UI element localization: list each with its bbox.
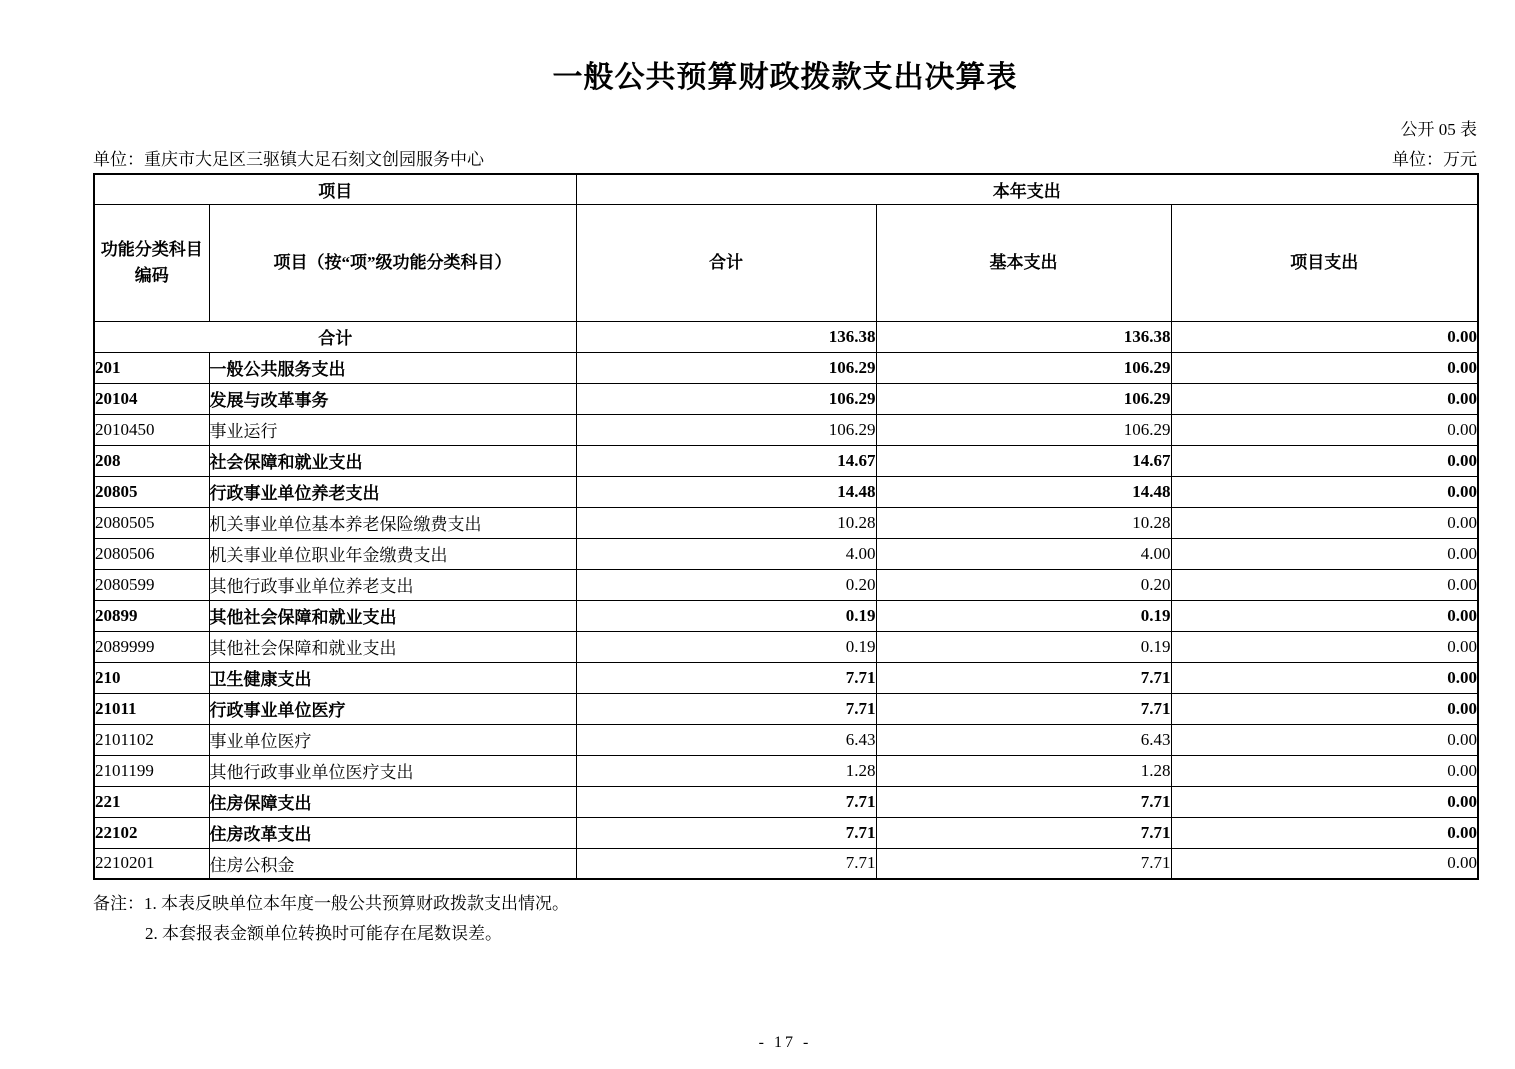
row-total: 7.71 [576,662,876,693]
row-code: 20104 [94,383,209,414]
table-row [94,631,1478,662]
row-total: 1.28 [576,755,876,786]
row-project: 0.00 [1171,321,1478,352]
table-row [94,817,1478,848]
note-line-2: 2. 本套报表金额单位转换时可能存在尾数误差。 [145,924,502,943]
row-total: 7.71 [576,817,876,848]
row-total: 0.19 [576,631,876,662]
table-row [94,321,1478,352]
row-project: 0.00 [1171,600,1478,631]
table-row [94,476,1478,507]
table-row [94,848,1478,879]
row-name: 发展与改革事务 [209,383,576,414]
table-row [94,724,1478,755]
header-col-project-expenditure: 项目支出 [1171,204,1478,321]
row-basic: 106.29 [876,352,1171,383]
org-unit-label: 单位：重庆市大足区三驱镇大足石刻文创园服务中心 [93,150,484,169]
row-total: 14.67 [576,445,876,476]
row-project: 0.00 [1171,755,1478,786]
table-row [94,414,1478,445]
row-total: 7.71 [576,693,876,724]
currency-unit-label: 单位：万元 [1392,150,1477,169]
row-name: 其他行政事业单位医疗支出 [209,755,576,786]
row-project: 0.00 [1171,724,1478,755]
row-project: 0.00 [1171,352,1478,383]
row-name: 机关事业单位基本养老保险缴费支出 [209,507,576,538]
row-total: 6.43 [576,724,876,755]
row-total: 14.48 [576,476,876,507]
row-name: 一般公共服务支出 [209,352,576,383]
row-basic: 106.29 [876,414,1171,445]
row-basic: 1.28 [876,755,1171,786]
row-basic: 0.19 [876,631,1171,662]
row-basic: 0.19 [876,600,1171,631]
row-project: 0.00 [1171,538,1478,569]
row-project: 0.00 [1171,476,1478,507]
table-header [94,174,1478,321]
row-total: 106.29 [576,383,876,414]
unit-row [93,149,1477,171]
table-code-label: 公开 05 表 [1400,120,1477,139]
table-row [94,600,1478,631]
header-group-item: 项目 [94,174,576,204]
row-code: 20899 [94,600,209,631]
row-name: 住房改革支出 [209,817,576,848]
header-col-function-code [94,204,209,321]
row-name: 住房公积金 [209,848,576,879]
row-code: 2080599 [94,569,209,600]
expenditure-table [93,173,1479,880]
row-project: 0.00 [1171,848,1478,879]
header-col-function-code-line1: 功能分类科目 [100,239,203,259]
header-group-row [94,174,1478,204]
row-project: 0.00 [1171,383,1478,414]
row-basic: 4.00 [876,538,1171,569]
row-name: 机关事业单位职业年金缴费支出 [209,538,576,569]
row-name: 行政事业单位养老支出 [209,476,576,507]
row-project: 0.00 [1171,569,1478,600]
row-basic: 7.71 [876,693,1171,724]
row-name: 其他行政事业单位养老支出 [209,569,576,600]
row-basic: 6.43 [876,724,1171,755]
row-basic: 106.29 [876,383,1171,414]
row-name: 卫生健康支出 [209,662,576,693]
row-name: 其他社会保障和就业支出 [209,600,576,631]
row-total: 4.00 [576,538,876,569]
header-col-item-name: 项目（按“项”级功能分类科目） [209,204,576,321]
row-name: 合计 [94,321,576,352]
row-total: 106.29 [576,414,876,445]
table-row [94,786,1478,817]
note-line-1: 备注：1. 本表反映单位本年度一般公共预算财政拨款支出情况。 [93,894,569,913]
row-total: 7.71 [576,848,876,879]
row-name: 事业运行 [209,414,576,445]
header-group-current-year-expenditure: 本年支出 [576,174,1478,204]
row-basic: 136.38 [876,321,1171,352]
row-total: 7.71 [576,786,876,817]
row-project: 0.00 [1171,445,1478,476]
row-name: 社会保障和就业支出 [209,445,576,476]
row-project: 0.00 [1171,631,1478,662]
header-col-total: 合计 [576,204,876,321]
row-code: 2101199 [94,755,209,786]
row-code: 201 [94,352,209,383]
row-code: 22102 [94,817,209,848]
row-basic: 14.48 [876,476,1171,507]
notes [93,889,1477,949]
table-row [94,662,1478,693]
row-basic: 10.28 [876,507,1171,538]
row-total: 10.28 [576,507,876,538]
row-project: 0.00 [1171,817,1478,848]
table-row [94,755,1478,786]
table-row [94,538,1478,569]
row-basic: 7.71 [876,662,1171,693]
header-columns-row [94,204,1478,321]
row-total: 0.19 [576,600,876,631]
table-row [94,352,1478,383]
row-basic: 7.71 [876,848,1171,879]
row-code: 20805 [94,476,209,507]
table-row [94,507,1478,538]
table-body [94,321,1478,879]
row-total: 0.20 [576,569,876,600]
row-project: 0.00 [1171,662,1478,693]
header-col-basic-expenditure: 基本支出 [876,204,1171,321]
row-code: 2080506 [94,538,209,569]
row-code: 208 [94,445,209,476]
row-name: 其他社会保障和就业支出 [209,631,576,662]
table-row [94,445,1478,476]
row-project: 0.00 [1171,507,1478,538]
page-content [93,0,1477,1052]
row-code: 2080505 [94,507,209,538]
page-title: 一般公共预算财政拨款支出决算表 [552,61,1018,94]
row-total: 106.29 [576,352,876,383]
table-row [94,693,1478,724]
row-code: 210 [94,662,209,693]
row-code: 2089999 [94,631,209,662]
row-code: 21011 [94,693,209,724]
row-basic: 7.71 [876,817,1171,848]
row-project: 0.00 [1171,693,1478,724]
row-basic: 14.67 [876,445,1171,476]
row-project: 0.00 [1171,786,1478,817]
table-row [94,569,1478,600]
row-code: 2010450 [94,414,209,445]
row-basic: 0.20 [876,569,1171,600]
header-col-function-code-line2: 编码 [134,265,169,285]
page-number: - 17 - [758,1034,812,1051]
row-basic: 7.71 [876,786,1171,817]
row-project: 0.00 [1171,414,1478,445]
row-code: 2210201 [94,848,209,879]
row-total: 136.38 [576,321,876,352]
row-code: 2101102 [94,724,209,755]
table-row [94,383,1478,414]
row-name: 住房保障支出 [209,786,576,817]
row-name: 行政事业单位医疗 [209,693,576,724]
row-code: 221 [94,786,209,817]
row-name: 事业单位医疗 [209,724,576,755]
